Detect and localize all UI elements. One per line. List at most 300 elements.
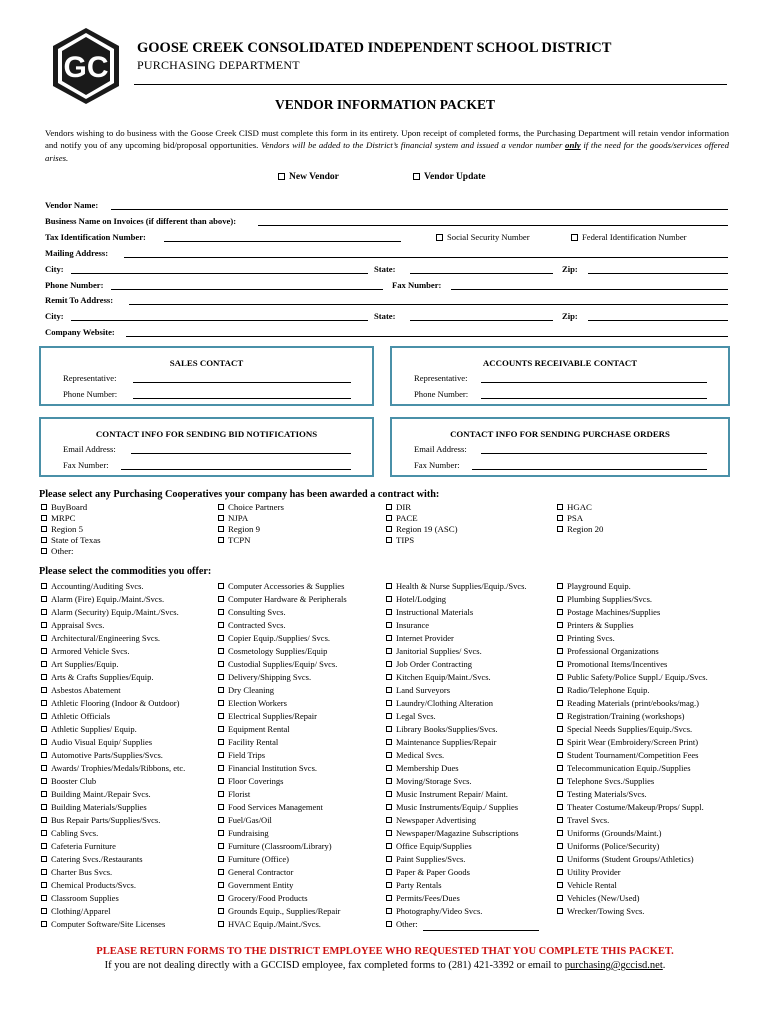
checkbox-icon[interactable] [386, 687, 392, 693]
checkbox-icon[interactable] [557, 515, 563, 521]
coop-checkbox-item[interactable] [386, 535, 458, 546]
commodity-label: Architectural/Engineering Svcs. [51, 633, 161, 643]
coop-checkbox-item[interactable] [41, 524, 101, 535]
commodity-checkbox-item[interactable] [557, 814, 708, 827]
checkbox-icon[interactable] [218, 726, 224, 732]
commodity-checkbox-item[interactable] [557, 684, 708, 697]
commodity-checkbox-item[interactable] [557, 853, 708, 866]
mailing-address-field[interactable] [124, 257, 728, 258]
commodity-checkbox-item[interactable] [386, 671, 527, 684]
commodity-checkbox-item[interactable] [41, 697, 185, 710]
commodity-checkbox-item[interactable] [218, 619, 347, 632]
remit-city-field[interactable] [71, 320, 368, 321]
commodity-checkbox-item[interactable] [386, 632, 527, 645]
commodity-checkbox-item[interactable] [386, 853, 527, 866]
coop-checkbox-item[interactable] [218, 502, 284, 513]
po-fax-field[interactable] [472, 469, 707, 470]
commodity-checkbox-item[interactable] [557, 775, 708, 788]
checkbox-icon[interactable] [386, 609, 392, 615]
zip-field[interactable] [588, 273, 728, 274]
checkbox-icon[interactable] [41, 648, 47, 654]
commodity-checkbox-item[interactable] [41, 892, 185, 905]
coop-checkbox-item[interactable] [41, 535, 101, 546]
commodity-checkbox-item[interactable] [41, 684, 185, 697]
tax-id-field[interactable] [164, 241, 401, 242]
checkbox-icon[interactable] [557, 661, 563, 667]
coops-heading: Please select any Purchasing Cooperatives your company has been awarded a contract with: [39, 489, 440, 500]
phone-field[interactable] [111, 289, 383, 290]
commodity-checkbox-item[interactable] [218, 697, 347, 710]
commodity-checkbox-item[interactable] [557, 840, 708, 853]
commodity-checkbox-item[interactable] [557, 736, 708, 749]
checkbox-icon[interactable] [386, 622, 392, 628]
bid-fax-field[interactable] [121, 469, 351, 470]
remit-address-field[interactable] [129, 304, 728, 305]
commodity-checkbox-item[interactable] [557, 710, 708, 723]
coop-label: TIPS [396, 535, 415, 545]
commodity-checkbox-item[interactable] [41, 606, 185, 619]
commodity-checkbox-item[interactable] [218, 905, 347, 918]
checkbox-icon[interactable] [218, 622, 224, 628]
coop-checkbox-item[interactable] [386, 524, 458, 535]
commodity-label: Instructional Materials [396, 607, 474, 617]
checkbox-icon[interactable] [41, 548, 47, 554]
checkbox-icon[interactable] [557, 700, 563, 706]
checkbox-icon[interactable] [386, 700, 392, 706]
coop-label: PACE [396, 513, 418, 523]
checkbox-icon[interactable] [41, 622, 47, 628]
checkbox-icon[interactable] [386, 895, 392, 901]
checkbox-icon[interactable] [218, 921, 224, 927]
checkbox-icon[interactable] [218, 817, 224, 823]
checkbox-icon[interactable] [218, 791, 224, 797]
checkbox-icon[interactable] [386, 791, 392, 797]
commodity-checkbox-item[interactable] [218, 866, 347, 879]
commodity-checkbox-item[interactable] [218, 749, 347, 762]
state-field[interactable] [410, 273, 553, 274]
checkbox-icon[interactable] [41, 882, 47, 888]
vendor-update-checkbox[interactable]: Vendor Update [413, 172, 486, 182]
checkbox-icon[interactable] [41, 583, 47, 589]
business-name-field[interactable] [258, 225, 728, 226]
commodity-label: Uniforms (Student Groups/Athletics) [567, 854, 694, 864]
checkbox-icon[interactable] [386, 713, 392, 719]
commodity-checkbox-item[interactable] [386, 645, 527, 658]
commodity-checkbox-item[interactable] [218, 775, 347, 788]
commodity-label: Telephone Svcs./Supplies [567, 776, 655, 786]
commodity-checkbox-item[interactable] [218, 684, 347, 697]
checkbox-icon[interactable] [557, 804, 563, 810]
commodity-label: Testing Materials/Svcs. [567, 789, 647, 799]
checkbox-icon[interactable] [386, 765, 392, 771]
city-field[interactable] [71, 273, 368, 274]
checkbox-icon[interactable] [386, 856, 392, 862]
commodity-checkbox-item[interactable] [41, 619, 185, 632]
checkbox-icon[interactable] [41, 752, 47, 758]
po-email-field[interactable] [481, 453, 707, 454]
checkbox-icon[interactable] [557, 843, 563, 849]
commodity-checkbox-item[interactable] [41, 788, 185, 801]
checkbox-icon[interactable] [41, 856, 47, 862]
checkbox-icon[interactable] [41, 778, 47, 784]
coop-checkbox-item[interactable] [386, 513, 458, 524]
checkbox-icon[interactable] [41, 674, 47, 680]
checkbox-icon[interactable] [41, 700, 47, 706]
checkbox-icon[interactable] [218, 804, 224, 810]
coop-checkbox-item[interactable] [41, 513, 101, 524]
checkbox-icon[interactable] [41, 817, 47, 823]
commodity-checkbox-item[interactable] [386, 814, 527, 827]
checkbox-icon[interactable] [218, 739, 224, 745]
checkbox-icon[interactable] [218, 856, 224, 862]
commodity-checkbox-item[interactable] [557, 658, 708, 671]
checkbox-icon[interactable] [557, 895, 563, 901]
commodity-checkbox-item[interactable] [218, 840, 347, 853]
checkbox-icon[interactable] [557, 596, 563, 602]
commodity-checkbox-item[interactable] [386, 697, 527, 710]
checkbox-icon[interactable] [386, 526, 392, 532]
commodity-checkbox-item[interactable] [41, 918, 185, 931]
checkbox-icon[interactable] [218, 537, 224, 543]
commodity-checkbox-item[interactable] [41, 723, 185, 736]
fax-field[interactable] [451, 289, 728, 290]
remit-city-label: City: [45, 311, 64, 321]
commodity-checkbox-item[interactable] [557, 905, 708, 918]
commodity-checkbox-item[interactable] [386, 723, 527, 736]
coop-checkbox-item[interactable] [557, 513, 603, 524]
checkbox-icon[interactable] [218, 830, 224, 836]
commodity-checkbox-item[interactable] [41, 801, 185, 814]
checkbox-icon[interactable] [557, 778, 563, 784]
commodity-checkbox-item[interactable] [41, 905, 185, 918]
commodity-checkbox-item[interactable] [218, 580, 347, 593]
commodity-checkbox-item[interactable] [557, 827, 708, 840]
checkbox-icon[interactable] [218, 674, 224, 680]
commodity-other-field[interactable] [423, 930, 539, 931]
commodity-checkbox-item[interactable] [218, 788, 347, 801]
commodity-checkbox-item[interactable] [218, 762, 347, 775]
purchasing-email-link[interactable]: purchasing@gccisd.net [564, 960, 663, 971]
checkbox-icon[interactable] [386, 504, 392, 510]
bid-email-field[interactable] [131, 453, 351, 454]
checkbox-icon[interactable] [386, 661, 392, 667]
checkbox-icon[interactable] [218, 609, 224, 615]
commodity-checkbox-item[interactable] [41, 853, 185, 866]
checkbox-icon[interactable] [41, 661, 47, 667]
coop-label: Region 19 (ASC) [396, 524, 458, 534]
commodity-checkbox-item[interactable] [557, 645, 708, 658]
checkbox-icon[interactable] [218, 908, 224, 914]
checkbox-icon[interactable] [386, 752, 392, 758]
checkbox-icon[interactable] [386, 596, 392, 602]
checkbox-icon[interactable] [218, 504, 224, 510]
checkbox-icon[interactable] [41, 765, 47, 771]
commodity-checkbox-item[interactable] [218, 814, 347, 827]
checkbox-icon[interactable] [41, 830, 47, 836]
checkbox-icon[interactable] [41, 726, 47, 732]
commodity-checkbox-item[interactable] [386, 762, 527, 775]
checkbox-icon[interactable] [386, 869, 392, 875]
commodity-checkbox-item[interactable] [41, 840, 185, 853]
checkbox-icon[interactable] [557, 609, 563, 615]
checkbox-icon[interactable] [386, 882, 392, 888]
coop-label: Other: [51, 546, 74, 556]
checkbox-icon[interactable] [41, 713, 47, 719]
commodity-checkbox-item[interactable] [218, 710, 347, 723]
checkbox-icon[interactable] [557, 687, 563, 693]
new-vendor-checkbox[interactable]: New Vendor [278, 172, 339, 182]
commodity-checkbox-item[interactable] [218, 593, 347, 606]
commodity-checkbox-item[interactable] [386, 619, 527, 632]
commodity-checkbox-item[interactable] [218, 723, 347, 736]
checkbox-icon[interactable] [386, 817, 392, 823]
commodity-checkbox-item[interactable] [557, 879, 708, 892]
checkbox-icon[interactable] [218, 635, 224, 641]
checkbox-icon[interactable] [41, 908, 47, 914]
commodity-checkbox-item[interactable] [41, 736, 185, 749]
commodity-checkbox-item[interactable] [41, 658, 185, 671]
commodity-checkbox-item[interactable] [557, 580, 708, 593]
commodity-checkbox-item[interactable] [386, 593, 527, 606]
ar-phone-field[interactable] [481, 398, 707, 399]
commodity-checkbox-item[interactable] [41, 593, 185, 606]
commodity-label: Athletic Officials [51, 711, 111, 721]
commodity-checkbox-item[interactable] [386, 879, 527, 892]
commodity-checkbox-item[interactable] [386, 736, 527, 749]
commodity-checkbox-item[interactable] [218, 671, 347, 684]
checkbox-icon[interactable] [41, 895, 47, 901]
coop-checkbox-item[interactable] [218, 513, 284, 524]
remit-state-field[interactable] [410, 320, 553, 321]
checkbox-icon[interactable] [557, 856, 563, 862]
checkbox-icon[interactable] [557, 739, 563, 745]
checkbox-icon[interactable] [218, 515, 224, 521]
checkbox-icon[interactable] [41, 843, 47, 849]
checkbox-icon[interactable] [41, 526, 47, 532]
commodity-checkbox-item[interactable] [218, 645, 347, 658]
commodity-checkbox-item[interactable] [386, 788, 527, 801]
checkbox-icon[interactable] [557, 726, 563, 732]
checkbox-icon[interactable] [218, 895, 224, 901]
checkbox-icon[interactable] [218, 882, 224, 888]
commodity-checkbox-item[interactable] [386, 801, 527, 814]
commodity-label: Chemical Products/Svcs. [51, 880, 136, 890]
commodity-checkbox-item[interactable] [557, 606, 708, 619]
commodity-checkbox-item[interactable] [386, 827, 527, 840]
commodity-checkbox-item[interactable] [41, 775, 185, 788]
checkbox-icon[interactable] [41, 921, 47, 927]
checkbox-icon[interactable] [41, 739, 47, 745]
commodity-checkbox-item[interactable] [218, 606, 347, 619]
commodity-label: Contracted Svcs. [228, 620, 286, 630]
coop-checkbox-item[interactable] [557, 524, 603, 535]
checkbox-icon[interactable] [386, 583, 392, 589]
commodity-checkbox-item[interactable] [386, 749, 527, 762]
commodity-checkbox-item[interactable] [41, 671, 185, 684]
sales-rep-field[interactable] [133, 382, 351, 383]
checkbox-icon[interactable] [218, 596, 224, 602]
checkbox-icon[interactable] [41, 869, 47, 875]
commodity-checkbox-item[interactable] [557, 619, 708, 632]
commodity-checkbox-item[interactable] [557, 671, 708, 684]
commodity-checkbox-item[interactable] [557, 866, 708, 879]
commodity-checkbox-item[interactable] [386, 840, 527, 853]
commodity-checkbox-item[interactable] [386, 775, 527, 788]
commodity-checkbox-item[interactable] [386, 866, 527, 879]
checkbox-icon[interactable] [557, 504, 563, 510]
checkbox-icon[interactable] [557, 908, 563, 914]
commodity-checkbox-item[interactable] [557, 723, 708, 736]
header-divider [134, 84, 727, 85]
checkbox-icon[interactable] [557, 752, 563, 758]
checkbox-icon[interactable] [41, 687, 47, 693]
commodity-checkbox-item[interactable] [41, 580, 185, 593]
commodity-label: Fundraising [228, 828, 269, 838]
checkbox-icon[interactable] [41, 635, 47, 641]
commodity-checkbox-item[interactable] [557, 632, 708, 645]
commodity-checkbox-item[interactable] [557, 749, 708, 762]
coop-checkbox-item[interactable] [557, 502, 603, 513]
commodity-label: Awards/ Trophies/Medals/Ribbons, etc. [51, 763, 186, 773]
checkbox-icon[interactable] [386, 739, 392, 745]
remit-zip-field[interactable] [588, 320, 728, 321]
commodity-checkbox-item[interactable] [557, 697, 708, 710]
checkbox-icon[interactable] [557, 791, 563, 797]
commodity-label: Land Surveyors [396, 685, 451, 695]
checkbox-icon[interactable] [557, 583, 563, 589]
checkbox-icon[interactable] [386, 908, 392, 914]
commodity-checkbox-item[interactable] [557, 801, 708, 814]
commodity-checkbox-item[interactable] [41, 762, 185, 775]
checkbox-icon[interactable] [218, 661, 224, 667]
checkbox-icon[interactable] [557, 869, 563, 875]
vendor-name-field[interactable] [111, 209, 728, 210]
checkbox-icon[interactable] [557, 526, 563, 532]
commodity-checkbox-item[interactable] [218, 879, 347, 892]
commodity-checkbox-item[interactable] [41, 749, 185, 762]
website-field[interactable] [126, 336, 728, 337]
checkbox-icon[interactable] [386, 515, 392, 521]
checkbox-icon[interactable] [218, 526, 224, 532]
commodity-checkbox-item[interactable] [41, 814, 185, 827]
checkbox-icon[interactable] [386, 648, 392, 654]
checkbox-icon[interactable] [386, 830, 392, 836]
checkbox-icon[interactable] [41, 791, 47, 797]
checkbox-icon[interactable] [557, 635, 563, 641]
checkbox-icon[interactable] [218, 687, 224, 693]
checkbox-icon[interactable] [557, 648, 563, 654]
checkbox-icon[interactable] [557, 830, 563, 836]
checkbox-icon[interactable] [41, 537, 47, 543]
commodity-label: Cabling Svcs. [51, 828, 99, 838]
checkbox-icon[interactable] [218, 778, 224, 784]
commodity-label: Photography/Video Svcs. [396, 906, 483, 916]
checkbox-icon[interactable] [386, 804, 392, 810]
checkbox-icon[interactable] [218, 843, 224, 849]
checkbox-icon[interactable] [557, 817, 563, 823]
commodity-checkbox-item[interactable] [386, 710, 527, 723]
checkbox-icon[interactable] [41, 596, 47, 602]
checkbox-icon[interactable] [218, 765, 224, 771]
commodity-checkbox-item[interactable] [41, 710, 185, 723]
coop-checkbox-item[interactable] [41, 546, 101, 557]
commodity-checkbox-item[interactable] [218, 918, 347, 931]
checkbox-icon[interactable] [218, 752, 224, 758]
coop-checkbox-item[interactable] [41, 502, 101, 513]
commodity-checkbox-item[interactable] [41, 866, 185, 879]
commodity-checkbox-item[interactable] [41, 827, 185, 840]
commodity-checkbox-item[interactable] [218, 892, 347, 905]
commodity-checkbox-item[interactable] [386, 580, 527, 593]
checkbox-icon[interactable] [557, 674, 563, 680]
checkbox-icon[interactable] [41, 804, 47, 810]
checkbox-icon[interactable] [557, 765, 563, 771]
checkbox-icon[interactable] [386, 778, 392, 784]
commodity-checkbox-item[interactable] [386, 892, 527, 905]
checkbox-icon[interactable] [41, 609, 47, 615]
checkbox-icon[interactable] [557, 622, 563, 628]
commodity-checkbox-item[interactable] [557, 892, 708, 905]
district-name: GOOSE CREEK CONSOLIDATED INDEPENDENT SCHOOL DISTRICT [137, 40, 612, 56]
ar-rep-field[interactable] [481, 382, 707, 383]
commodity-checkbox-item[interactable] [218, 736, 347, 749]
commodity-label: Radio/Telephone Equip. [567, 685, 650, 695]
commodity-checkbox-item[interactable] [218, 801, 347, 814]
commodity-checkbox-item[interactable] [218, 632, 347, 645]
commodity-label: Grocery/Food Products [228, 893, 308, 903]
checkbox-icon[interactable] [386, 726, 392, 732]
checkbox-icon[interactable] [386, 843, 392, 849]
checkbox-icon[interactable] [218, 648, 224, 654]
checkbox-icon[interactable] [218, 583, 224, 589]
commodity-checkbox-item[interactable] [557, 593, 708, 606]
checkbox-icon[interactable] [386, 537, 392, 543]
commodity-checkbox-item[interactable] [386, 905, 527, 918]
sales-phone-field[interactable] [133, 398, 351, 399]
commodity-checkbox-item[interactable] [41, 632, 185, 645]
coop-checkbox-item[interactable] [218, 524, 284, 535]
commodity-checkbox-item[interactable] [218, 658, 347, 671]
ssn-checkbox[interactable]: Social Security Number [436, 232, 530, 242]
commodity-checkbox-item[interactable] [218, 853, 347, 866]
checkbox-icon[interactable] [41, 515, 47, 521]
checkbox-icon[interactable] [218, 700, 224, 706]
commodity-checkbox-item[interactable] [218, 827, 347, 840]
ar-rep-label: Representative: [414, 373, 468, 383]
commodity-checkbox-item[interactable] [41, 879, 185, 892]
commodity-label: Hotel/Lodging [396, 594, 447, 604]
commodity-checkbox-item[interactable] [386, 658, 527, 671]
commodity-label: Plumbing Supplies/Svcs. [567, 594, 653, 604]
commodity-checkbox-item[interactable] [41, 645, 185, 658]
checkbox-icon[interactable] [557, 713, 563, 719]
checkbox-icon[interactable] [386, 635, 392, 641]
commodity-checkbox-item[interactable] [386, 606, 527, 619]
commodity-checkbox-item[interactable] [557, 762, 708, 775]
coop-checkbox-item[interactable] [386, 502, 458, 513]
checkbox-icon[interactable] [218, 869, 224, 875]
commodity-checkbox-item[interactable] [386, 684, 527, 697]
commodity-checkbox-item[interactable] [557, 788, 708, 801]
checkbox-icon[interactable] [41, 504, 47, 510]
coop-checkbox-item[interactable] [218, 535, 284, 546]
checkbox-icon[interactable] [218, 713, 224, 719]
commodity-label: Charter Bus Svcs. [51, 867, 113, 877]
checkbox-icon[interactable] [386, 921, 392, 927]
checkbox-icon[interactable] [557, 882, 563, 888]
fein-checkbox[interactable]: Federal Identification Number [571, 232, 687, 242]
checkbox-icon[interactable] [386, 674, 392, 680]
